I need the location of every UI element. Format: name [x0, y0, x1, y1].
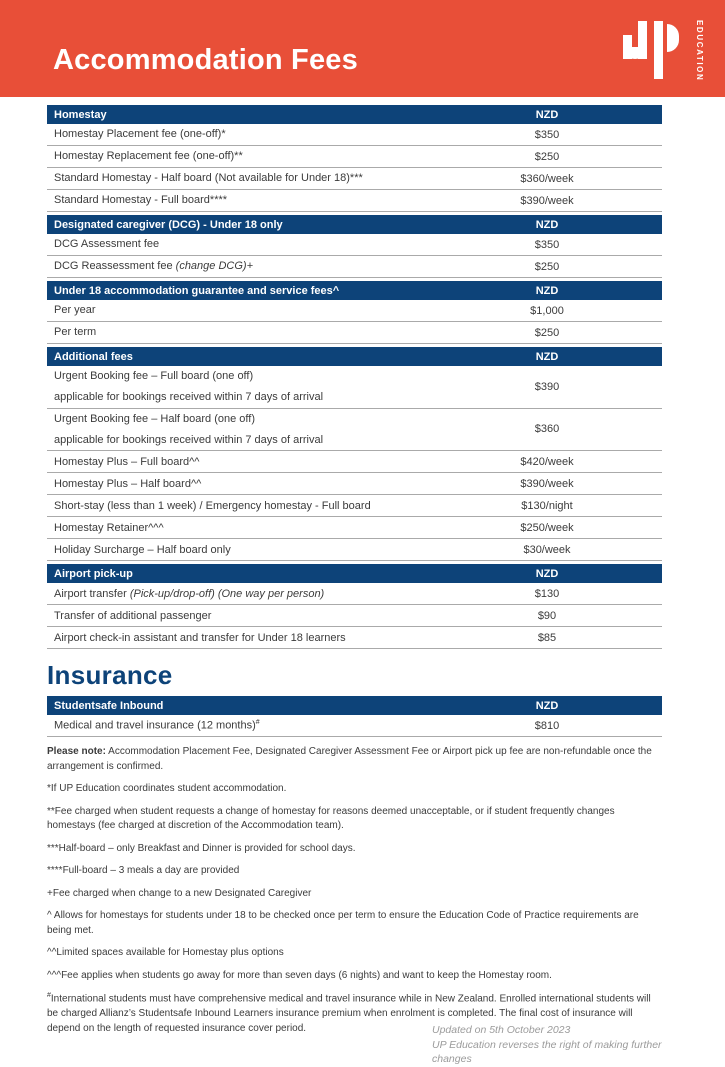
fee-row — [47, 715, 662, 737]
footnote — [47, 887, 662, 902]
document-body — [47, 97, 662, 1067]
fee-label-part: Standard Homestay - Half board (Not available for Under 18)*** — [54, 172, 363, 185]
fee-sublabel: applicable for bookings received within 7 days of arrival — [54, 391, 324, 404]
footnote-text: +Fee charged when change to a new Designated Caregiver — [47, 887, 312, 899]
footnote-text: ^^^Fee applies when students go away for more than seven days (6 nights) and want to keep the Homestay room. — [47, 969, 552, 981]
fee-value: $390 — [534, 380, 560, 393]
fee-label — [47, 518, 432, 538]
insurance-table-section — [47, 696, 662, 737]
fee-label — [47, 628, 432, 648]
footnote — [47, 782, 662, 797]
table-header-label: Studentsafe Inbound — [54, 699, 164, 712]
logo-p-stem — [654, 21, 663, 79]
fee-label-part: Medical and travel insurance (12 months) — [54, 719, 256, 732]
fee-row — [47, 234, 662, 256]
fee-label-part: Homestay Plus – Half board^^ — [54, 477, 202, 490]
fee-row — [47, 190, 662, 212]
fee-table — [47, 347, 662, 561]
footnote-text: **Fee charged when student requests a change of homestay for reasons deemed unacceptable, or if student frequently changes homestays (fee charged at discretion of the Accommodation team). — [47, 805, 615, 832]
fee-value: $85 — [537, 631, 557, 644]
insurance-heading: Insurance — [47, 660, 173, 691]
fee-label — [47, 452, 432, 472]
footnote-text: ***Half-board – only Breakfast and Dinner is provided for school days. — [47, 842, 356, 854]
fee-row — [47, 495, 662, 517]
table-header-label: Designated caregiver (DCG) - Under 18 only — [54, 218, 283, 231]
fee-value: $360 — [534, 423, 560, 436]
footnote — [47, 805, 662, 834]
fee-table — [47, 105, 662, 212]
fee-row — [47, 124, 662, 146]
fee-label-part: (Pick-up/drop-off) (One way per person) — [129, 587, 325, 600]
fee-row — [47, 322, 662, 344]
page-title: Accommodation Fees — [53, 44, 358, 76]
update-note — [432, 1023, 662, 1067]
fee-label — [47, 234, 432, 254]
fee-value: $360/week — [520, 172, 574, 185]
fee-row — [47, 605, 662, 627]
table-currency-label: NZD — [535, 218, 559, 231]
fee-table — [47, 281, 662, 344]
footnote-text: *If UP Education coordinates student accommodation. — [47, 783, 287, 795]
fee-label-part: Standard Homestay - Full board**** — [54, 194, 228, 207]
logo-p-bowl — [667, 24, 679, 52]
fee-label-part: DCG Reassessment fee — [54, 260, 176, 273]
fee-label — [47, 124, 432, 144]
fee-label-part: Per term — [54, 326, 97, 339]
fee-row — [47, 409, 662, 452]
fee-row — [47, 366, 662, 409]
table-currency-label: NZD — [535, 350, 559, 363]
notes-section — [47, 745, 662, 1036]
fee-row — [47, 583, 662, 605]
fee-label — [47, 300, 432, 320]
fee-table — [47, 564, 662, 649]
footnote — [47, 842, 662, 857]
fee-row — [47, 300, 662, 322]
fee-label-part: Airport transfer — [54, 587, 130, 600]
fee-tables-section — [47, 105, 662, 649]
table-header-row — [47, 215, 662, 234]
fee-label-part: Homestay Plus – Full board^^ — [54, 455, 200, 468]
footnote — [47, 946, 662, 961]
fee-value: $810 — [534, 719, 560, 732]
fee-label-part: Urgent Booking fee – Half board (one off) — [54, 412, 255, 425]
fee-label — [47, 146, 432, 166]
table-header-label: Under 18 accommodation guarantee and service fees^ — [54, 284, 340, 297]
fee-value: $250 — [534, 260, 560, 273]
footnote-text: International students must have comprehensive medical and travel insurance while in New Zealand. Enrolled international students will be charged Allianz’s Studentsafe Inbound Learners insurance premium when enrolment is completed. The final cost of insurance will depend on the length of requested insurance cover period. — [47, 993, 651, 1034]
fee-label — [47, 715, 432, 736]
fee-label — [47, 409, 432, 451]
fee-label — [47, 584, 432, 604]
fee-label — [47, 168, 432, 188]
fee-label-part: Airport check-in assistant and transfer for Under 18 learners — [54, 631, 346, 644]
fee-value: $420/week — [520, 455, 574, 468]
fee-value: $30/week — [523, 543, 571, 556]
table-header-row — [47, 105, 662, 124]
fee-value: $350 — [534, 238, 560, 251]
fee-table — [47, 696, 662, 737]
fee-label-part: Homestay Placement fee (one-off)* — [54, 128, 226, 141]
footnote-bold-prefix: Please note: — [47, 746, 106, 758]
fee-row — [47, 627, 662, 649]
table-currency-label: NZD — [535, 699, 559, 712]
table-currency-label: NZD — [535, 284, 559, 297]
fee-value: $350 — [534, 128, 560, 141]
fee-row — [47, 451, 662, 473]
fee-label — [47, 366, 432, 408]
fee-row — [47, 473, 662, 495]
table-currency-label: NZD — [535, 567, 559, 580]
table-header-row — [47, 347, 662, 366]
fee-label — [47, 190, 432, 210]
table-header-row — [47, 281, 662, 300]
table-currency-label: NZD — [535, 108, 559, 121]
fee-label-part: Urgent Booking fee – Full board (one off) — [54, 370, 254, 382]
fee-label-part: Transfer of additional passenger — [54, 609, 212, 622]
rights-note: UP Education reverses the right of making further changes — [432, 1038, 662, 1066]
fee-label-part: Short-stay (less than 1 week) / Emergency homestay - Full board — [54, 499, 371, 512]
fee-row — [47, 256, 662, 278]
table-header-label: Airport pick-up — [54, 567, 133, 580]
fee-value: $1,000 — [530, 304, 564, 317]
fee-label — [47, 322, 432, 342]
fee-value: $90 — [537, 609, 557, 622]
footnote — [47, 864, 662, 879]
footnote-text: Accommodation Placement Fee, Designated Caregiver Assessment Fee or Airport pick up fee are non-refundable once the arrangement is confirmed. — [47, 746, 652, 772]
table-header-label: Homestay — [54, 108, 107, 121]
fee-label-part: Homestay Retainer^^^ — [54, 521, 164, 534]
fee-label-part: Per year — [54, 304, 96, 317]
up-education-logo-icon — [623, 21, 703, 95]
fee-table — [47, 215, 662, 278]
fee-label — [47, 540, 432, 560]
footnote — [47, 909, 662, 938]
fee-label-part: # — [255, 719, 260, 727]
footnote-text: ^^Limited spaces available for Homestay plus options — [47, 947, 284, 959]
fee-value: $250 — [534, 150, 560, 163]
fee-value: $250 — [534, 326, 560, 339]
footnote-text: ^ Allows for homestays for students under 18 to be checked once per term to ensure the Education Code of Practice requirements are being met. — [47, 910, 639, 936]
fee-label-part: Holiday Surcharge – Half board only — [54, 543, 231, 556]
logo-education-text: EDUCATION — [695, 20, 704, 82]
footnote — [47, 969, 662, 984]
fee-sublabel: applicable for bookings received within 7 days of arrival — [54, 433, 324, 446]
footnote-sup-prefix: # — [47, 992, 51, 1000]
fee-label — [47, 256, 432, 276]
fee-label-part: Homestay Replacement fee (one-off)** — [54, 150, 243, 163]
fee-label — [47, 606, 432, 626]
fee-label-part: (change DCG)+ — [175, 260, 253, 273]
fee-row — [47, 146, 662, 168]
footnote-text: ****Full-board – 3 meals a day are provided — [47, 865, 240, 877]
footnote — [47, 745, 662, 774]
fee-row — [47, 168, 662, 190]
fee-label-part: DCG Assessment fee — [54, 238, 160, 251]
updated-date: Updated on 5th October 2023 — [432, 1024, 571, 1037]
table-header-row — [47, 564, 662, 583]
page-header — [0, 0, 725, 97]
fee-value: $250/week — [520, 521, 574, 534]
table-header-label: Additional fees — [54, 350, 133, 363]
fee-label — [47, 474, 432, 494]
fee-value: $390/week — [520, 194, 574, 207]
fee-row — [47, 517, 662, 539]
fee-value: $390/week — [520, 477, 574, 490]
fee-value: $130/night — [521, 499, 573, 512]
fee-label — [47, 496, 432, 516]
fee-value: $130 — [534, 587, 560, 600]
table-header-row — [47, 696, 662, 715]
fee-row — [47, 539, 662, 561]
